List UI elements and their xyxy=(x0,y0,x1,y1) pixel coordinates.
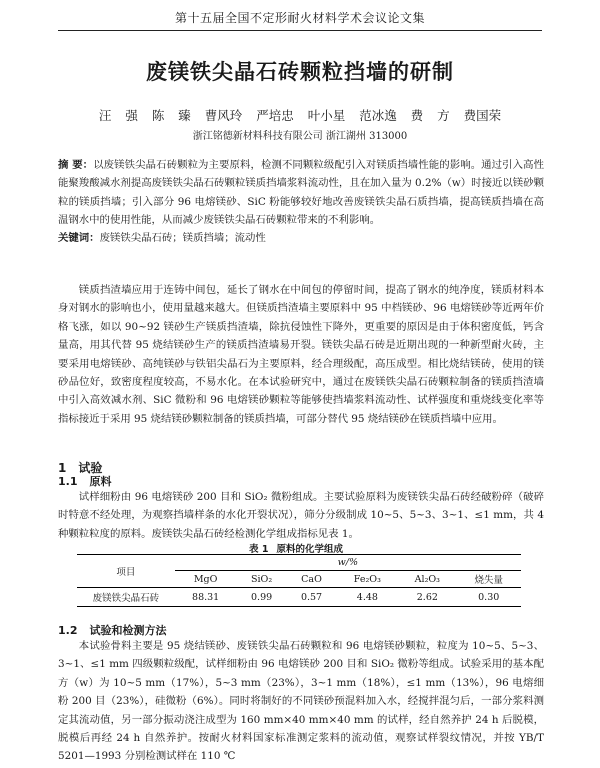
table-number: 表 1 xyxy=(249,544,269,555)
keywords-label: 关键词： xyxy=(58,232,100,244)
keywords-text: 废镁铁尖晶石砖；镁质挡墙；流动性 xyxy=(99,232,266,244)
intro-paragraph: 镁质挡渣墙应用于连铸中间包，延长了钢水在中间包的停留时间，提高了钢水的纯净度，镁质材料本身对钢水的影响也小，使用量越来越大。但镁质挡渣墙主要原料中 95 中档镁砂、96 电熔镁砂等近两年价格飞涨，如以 90~92 镁砂生产镁质挡渣墙，除抗侵蚀性下降外，更重要的原因是由于体积密度低，钙含量高，用其代替 95 烧结镁砂生产的镁质挡渣墙易开裂。镁铁尖晶石砖是近期出现的一种新型耐火砖，主要采用电熔镁砂、高纯镁砂与铁铝尖晶石为主要原料，经合理级配，高压成型。相比烧结镁砖，使用的镁砂品位好，致密度程度较高，不易水化。在本试验研究中，通过在废镁铁尖晶石砖颗粒制备的镁质挡渣墙中引入高效减水剂、SiC 微粉和 96 电熔镁砂颗粒等能够使挡墙浆料流动性、试样强度和重烧线变化率等指标接近于采用 95 烧结镁砂颗粒制备的镁质挡墙，可部分替代 95 烧结镁砂在镁质挡墙中应用。 xyxy=(58,284,544,425)
subsection-heading-methods xyxy=(58,622,179,638)
table-cell: 2.62 xyxy=(398,588,456,607)
table-cell: 4.48 xyxy=(336,588,398,607)
materials-paragraph: 试样细粉由 96 电熔镁砂 200 目和 SiO₂ 微粉组成。主要试验原料为废镁铁尖晶石砖经破粉碎（破碎时特意不经处理，为观察挡墙样条的水化开裂状况），筛分分级制成 10~5、5~3、3~1、≤1 mm，共 4 种颗粒粒度的原料。废镁铁尖晶石砖经检测化学组成指标见表 1。 xyxy=(58,491,544,540)
table-column-header: Fe₂O₃ xyxy=(336,571,398,588)
table-cell-name: 废镁铁尖晶石砖 xyxy=(77,588,175,607)
header-rule xyxy=(58,30,542,31)
table-cell: 88.31 xyxy=(175,588,237,607)
table-cell: 0.57 xyxy=(287,588,337,607)
abstract xyxy=(58,156,544,230)
section-number: 1 xyxy=(58,461,67,475)
table-column-header: CaO xyxy=(287,571,337,588)
methods-paragraph: 本试验骨料主要是 95 烧结镁砂、废镁铁尖晶石砖颗粒和 96 电熔镁砂颗粒，粒度为 10~5、5~3、3~1、≤1 mm 四级颗粒级配，试样细粉由 96 电熔镁砂 200 目和 SiO₂ 微粉等组成。试验采用的基本配方（w）为 10~5 mm（17%），5~3 mm（23%），3~1 mm（18%），≤1 mm（13%），96 电熔细粉 200 目（23%），硅微粉（6%）。同时将制好的不同镁砂预混料加入水，经搅拌混匀后，一部分浆料测定其流动值，另一部分振动浇注成型为 160 mm×40 mm×40 mm 的试样，经自然养护 24 h 后脱模，脱模后再经 24 h 自然养护。按耐火材料国家标准测定浆料的流动值，观察试样裂纹情况，并按 YB/T 5201—1993 分别检测试样在 110 ℃ xyxy=(58,640,544,763)
table-row xyxy=(77,588,521,607)
subsection-number: 1.2 xyxy=(58,624,78,637)
table-caption xyxy=(0,541,600,555)
abstract-label: 摘 要： xyxy=(58,159,94,171)
subsection-title: 试验和检测方法 xyxy=(89,624,167,637)
subsection-title: 原料 xyxy=(89,475,112,488)
table-column-header: Al₂O₃ xyxy=(398,571,456,588)
subsection-number: 1.1 xyxy=(58,475,78,488)
table-column-header: SiO₂ xyxy=(237,571,287,588)
keywords xyxy=(58,229,544,247)
table-column-header: MgO xyxy=(175,571,237,588)
table-cell: 0.30 xyxy=(456,588,521,607)
chemical-composition-table xyxy=(77,554,521,607)
abstract-text: 以废镁铁尖晶石砖颗粒为主要原料，检测不同颗粒级配引入对镁质挡墙性能的影响。通过引入高性能聚羧酸减水剂提高废镁铁尖晶石砖颗粒镁质挡墙浆料流动性，且在加入量为 0.2%（w）时接近以镁砂颗粒的镁质挡墙；引入部分 96 电熔镁砂、SiC 粉能够较好地改善废镁铁尖晶石质挡墙，提高镁质挡墙在高温钢水中的使用性能，从而减少废镁铁尖晶石砖颗粒带来的不利影响。 xyxy=(58,159,545,227)
table-unit-label: w/% xyxy=(175,555,521,571)
table-row-header: 项目 xyxy=(77,555,175,588)
subsection-heading-materials xyxy=(58,473,124,489)
table-title: 原料的化学组成 xyxy=(276,544,343,555)
running-header: 第十五届全国不定形耐火材料学术会议论文集 xyxy=(174,11,425,25)
section-title: 试验 xyxy=(78,461,103,475)
affiliation: 浙江铭德新材料科技有限公司 浙江湖州 313000 xyxy=(192,131,408,142)
author-list: 汪 强 陈 臻 曹风玲 严培忠 叶小星 范冰逸 费 方 费国荣 xyxy=(98,108,502,123)
table-cell: 0.99 xyxy=(237,588,287,607)
paper-title: 废镁铁尖晶石砖颗粒挡墙的研制 xyxy=(146,59,454,84)
table-column-header: 烧失量 xyxy=(456,571,521,588)
